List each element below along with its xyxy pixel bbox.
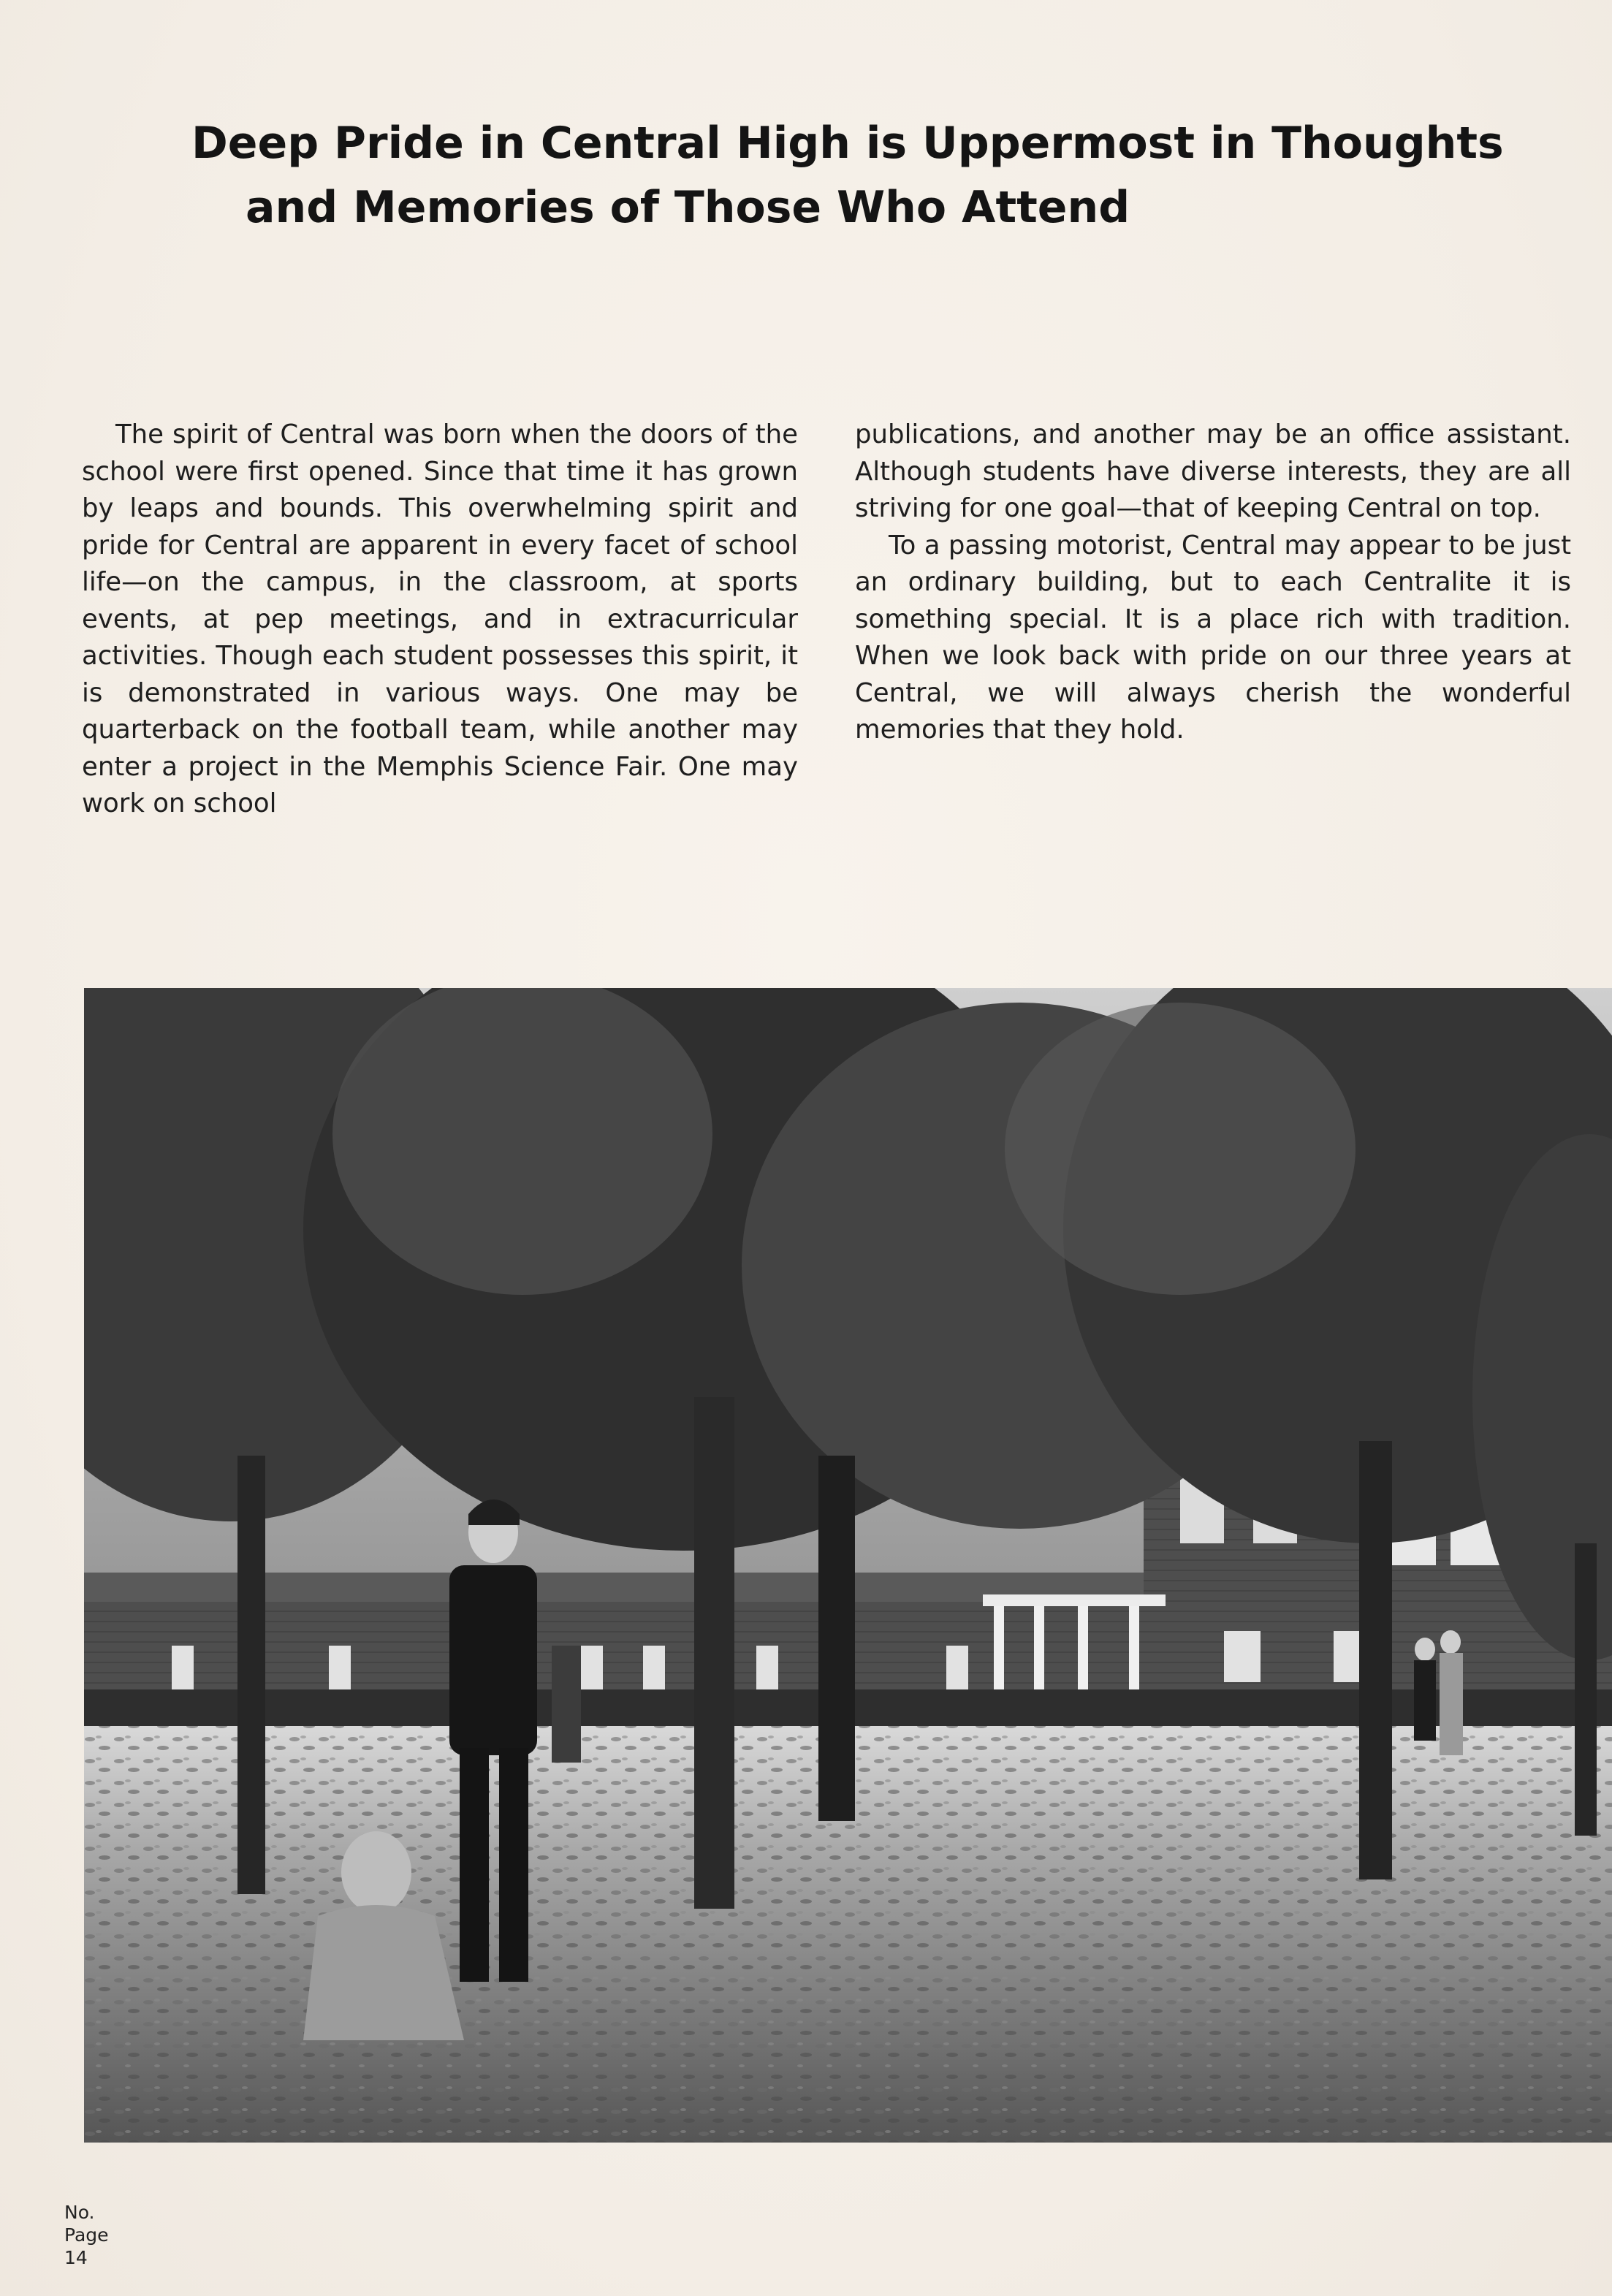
headline-line-1: Deep Pride in Central High is Uppermost in Thoughts bbox=[191, 118, 1504, 169]
campus-scene-illustration bbox=[84, 988, 1612, 2143]
text-column-left bbox=[82, 417, 798, 823]
footer-page: Page bbox=[64, 2224, 109, 2246]
headline-line-2: and Memories of Those Who Attend bbox=[246, 182, 1130, 233]
paragraph-spirit: The spirit of Central was born when the doors of the school were first opened. Since that time it has grown by leaps and bounds. This overwhelming spirit and pride for Central are apparent in every facet of school life—on the campus, in the classroom, at sports events, at pep meetings, and in extracurricular activities. Though each student possesses this spirit, it is demonstrated in various ways. One may be quarterback on the football team, while another may enter a project in the Memphis Science Fair. One may work on school bbox=[82, 419, 798, 818]
paragraph-tradition: To a passing motorist, Central may appear to be just an ordinary building, but to each Centralite it is something special. It is a place rich with tradition. When we look back with pride on our three years at Central, we will always cherish the wonderful memories that they hold. bbox=[855, 530, 1571, 745]
paragraph-spirit-continued: publications, and another may be an office assistant. Although students have diverse interests, they are all striving for one goal—that of keeping Central on top. bbox=[855, 419, 1571, 523]
page-number-label bbox=[64, 2201, 109, 2269]
footer-no: No. bbox=[64, 2202, 95, 2223]
text-column-right bbox=[855, 417, 1571, 749]
campus-photograph bbox=[84, 988, 1612, 2143]
footer-number: 14 bbox=[64, 2247, 88, 2268]
